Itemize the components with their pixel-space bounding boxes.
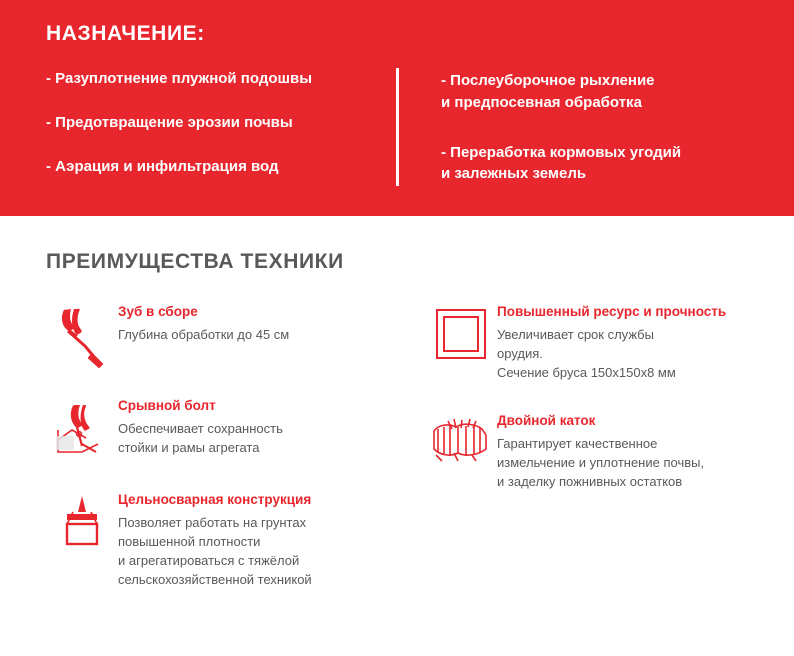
advantages-column-left [46, 304, 397, 620]
banner-item: - Переработка кормовых угодий и залежных земель [441, 143, 682, 183]
shear-bolt-icon [46, 398, 118, 462]
advantage-item [46, 398, 397, 462]
advantage-description: Обеспечивает сохранность стойки и рамы агрегата [118, 421, 283, 456]
banner-title: НАЗНАЧЕНИЕ: [46, 22, 205, 45]
advantage-heading: Двойной каток [497, 412, 596, 428]
advantage-heading: Срывной болт [118, 398, 216, 413]
advantage-text [118, 398, 397, 462]
advantage-item [425, 304, 748, 383]
advantage-item [46, 492, 397, 590]
advantage-item [425, 413, 748, 492]
advantage-description: Увеличивает срок службы орудия. Сечение бруса 150х150х8 мм [497, 327, 676, 380]
advantage-text [497, 413, 748, 492]
advantage-description: Глубина обработки до 45 см [118, 327, 290, 343]
advantages-grid [46, 304, 748, 620]
advantage-description: Позволяет работать на грунтах повышенной плотности и агрегатироваться с тяжёлой сельскохозяйственной техникой [118, 515, 312, 587]
advantage-heading: Цельносварная конструкция [118, 492, 312, 507]
purpose-banner [0, 0, 794, 216]
banner-columns [46, 68, 748, 186]
advantage-text [118, 304, 397, 368]
banner-item: - Предотвращение эрозии почвы [46, 113, 293, 131]
tooth-assembly-icon [46, 304, 118, 368]
double-roller-icon [425, 413, 497, 492]
advantage-heading: Повышенный ресурс и прочность [497, 304, 727, 319]
advantages-title: ПРЕИМУЩЕСТВА ТЕХНИКИ [46, 250, 344, 273]
advantage-text [118, 492, 397, 590]
square-beam-icon [425, 304, 497, 383]
advantage-heading: Зуб в сборе [118, 304, 198, 319]
banner-item: - Разуплотнение плужной подошвы [46, 70, 313, 87]
advantage-description: Гарантирует качественное измельчение и уплотнение почвы, и заделку пожнивных остатков [497, 435, 705, 489]
banner-item: - Аэрация и инфильтрация вод [46, 157, 279, 175]
banner-column-right [441, 68, 748, 185]
advantage-item [46, 304, 397, 368]
advantages-column-right [397, 304, 748, 620]
banner-column-left [46, 68, 396, 177]
advantages-section [0, 216, 794, 620]
banner-vertical-divider [396, 68, 399, 186]
banner-item: - Послеуборочное рыхление и предпосевная обработка [441, 72, 655, 111]
advantage-text [497, 304, 748, 383]
welded-frame-icon [46, 492, 118, 590]
